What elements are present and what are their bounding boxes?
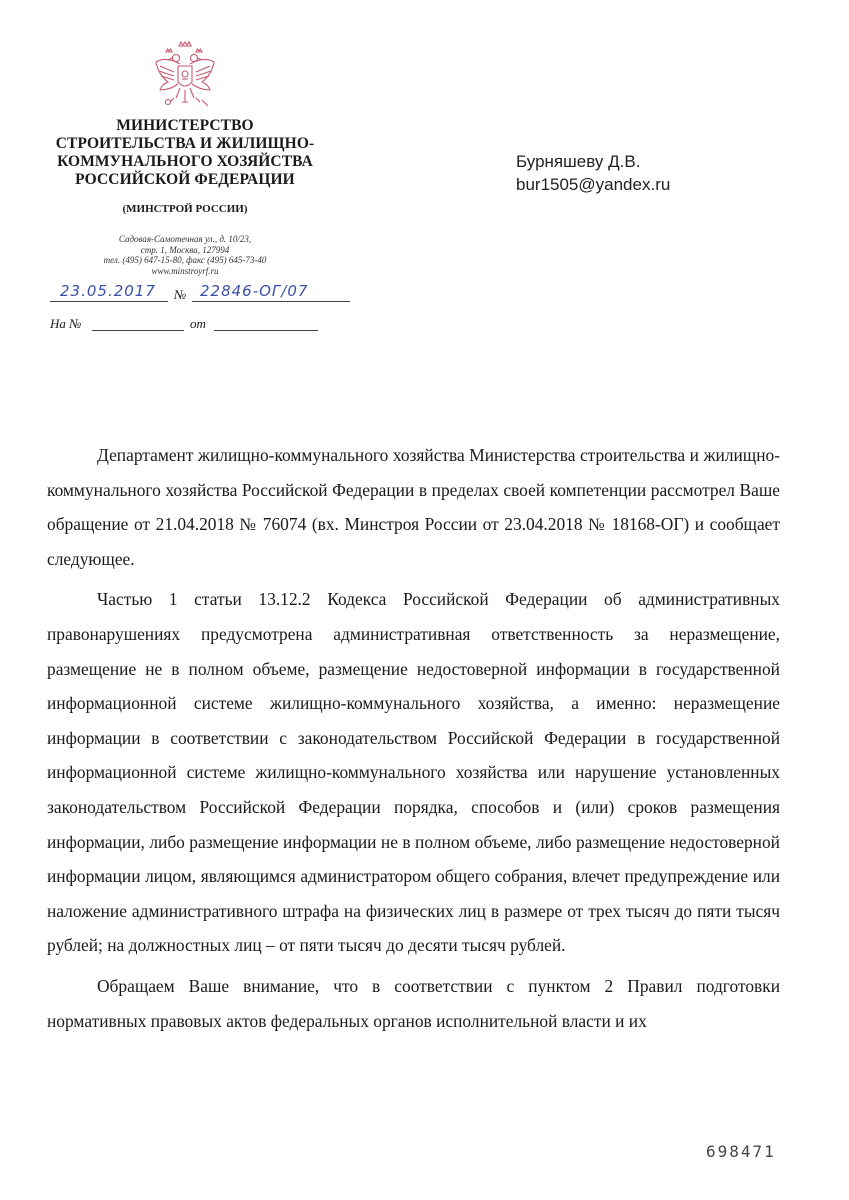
- body-paragraph: Обращаем Ваше внимание, что в соответствии с пунктом 2 Правил подготовки нормативных правовых актов федеральных органов исполнительной власти и их: [47, 975, 780, 1031]
- address-line: Садовая-Самотечная ул., д. 10/23,: [118, 234, 252, 244]
- ministry-address: [60, 234, 310, 276]
- letter-body: [47, 438, 780, 1044]
- ministry-name-line: СТРОИТЕЛЬСТВА И ЖИЛИЩНО-: [55, 135, 315, 152]
- ref-from-label: от: [190, 316, 206, 331]
- address-line: стр. 1, Москва, 127994: [140, 244, 230, 255]
- number-label: №: [174, 287, 187, 302]
- ref-number-underline: [92, 330, 184, 331]
- ministry-abbreviation: (МИНСТРОЙ РОССИИ): [122, 203, 248, 215]
- date-underline: [50, 301, 168, 302]
- registration-line: [50, 284, 350, 306]
- ministry-name: [40, 117, 330, 189]
- body-paragraph: Департамент жилищно-коммунального хозяйства Министерства строительства и жилищно-коммунального хозяйства Российской Федерации в пределах своей компетенции рассмотрел Ваше обращение от 21.04.2018 № 76074 (вх. Минстроя России от 23.04.2018 № 18168-ОГ) и сообщает следующее.: [47, 445, 780, 569]
- recipient-name: Бурняшеву Д.В.: [516, 152, 641, 171]
- ministry-name-line: КОММУНАЛЬНОГО ХОЗЯЙСТВА: [57, 153, 313, 170]
- ministry-name-line: РОССИЙСКОЙ ФЕДЕРАЦИИ: [75, 171, 295, 188]
- registration-date: 23.05.2017: [60, 282, 156, 300]
- recipient-email: bur1505@yandex.ru: [516, 175, 671, 194]
- recipient-block: [516, 150, 816, 196]
- registration-number: 22846-ОГ/07: [200, 282, 309, 300]
- russian-coat-of-arms-icon: [152, 40, 218, 110]
- ref-number-label: На №: [50, 316, 82, 331]
- reference-line: [50, 316, 350, 336]
- ref-date-underline: [214, 330, 318, 331]
- address-line: тел. (495) 647-15-80, факс (495) 645-73-40: [103, 255, 267, 265]
- document-number: 698471: [706, 1142, 776, 1161]
- number-underline: [192, 301, 350, 302]
- body-paragraph: Частью 1 статьи 13.12.2 Кодекса Российской Федерации об административных правонарушениях предусмотрена административная ответственность за неразмещение, размещение не в полном объеме, размещение недостоверной информации в государственной информационной системе жилищно-коммунального хозяйства, а именно: неразмещение информации в соответствии с законодательством Российской Федерации в государственной информационной системе жилищно-коммунального хозяйства или нарушение установленных законодательством Российской Федерации порядка, способов и (или) сроков размещения информации, либо размещение информации не в полном объеме, либо размещение недостоверной информации лицом, являющимся администратором общего собрания, влечет предупреждение или наложение административного штрафа на физических лиц в размере от трех тысяч до пяти тысяч рублей; на должностных лиц – от пяти тысяч до десяти тысяч рублей.: [47, 589, 780, 956]
- ministry-name-line: МИНИСТЕРСТВО: [116, 117, 254, 134]
- address-line: www.minstroyrf.ru: [151, 265, 219, 276]
